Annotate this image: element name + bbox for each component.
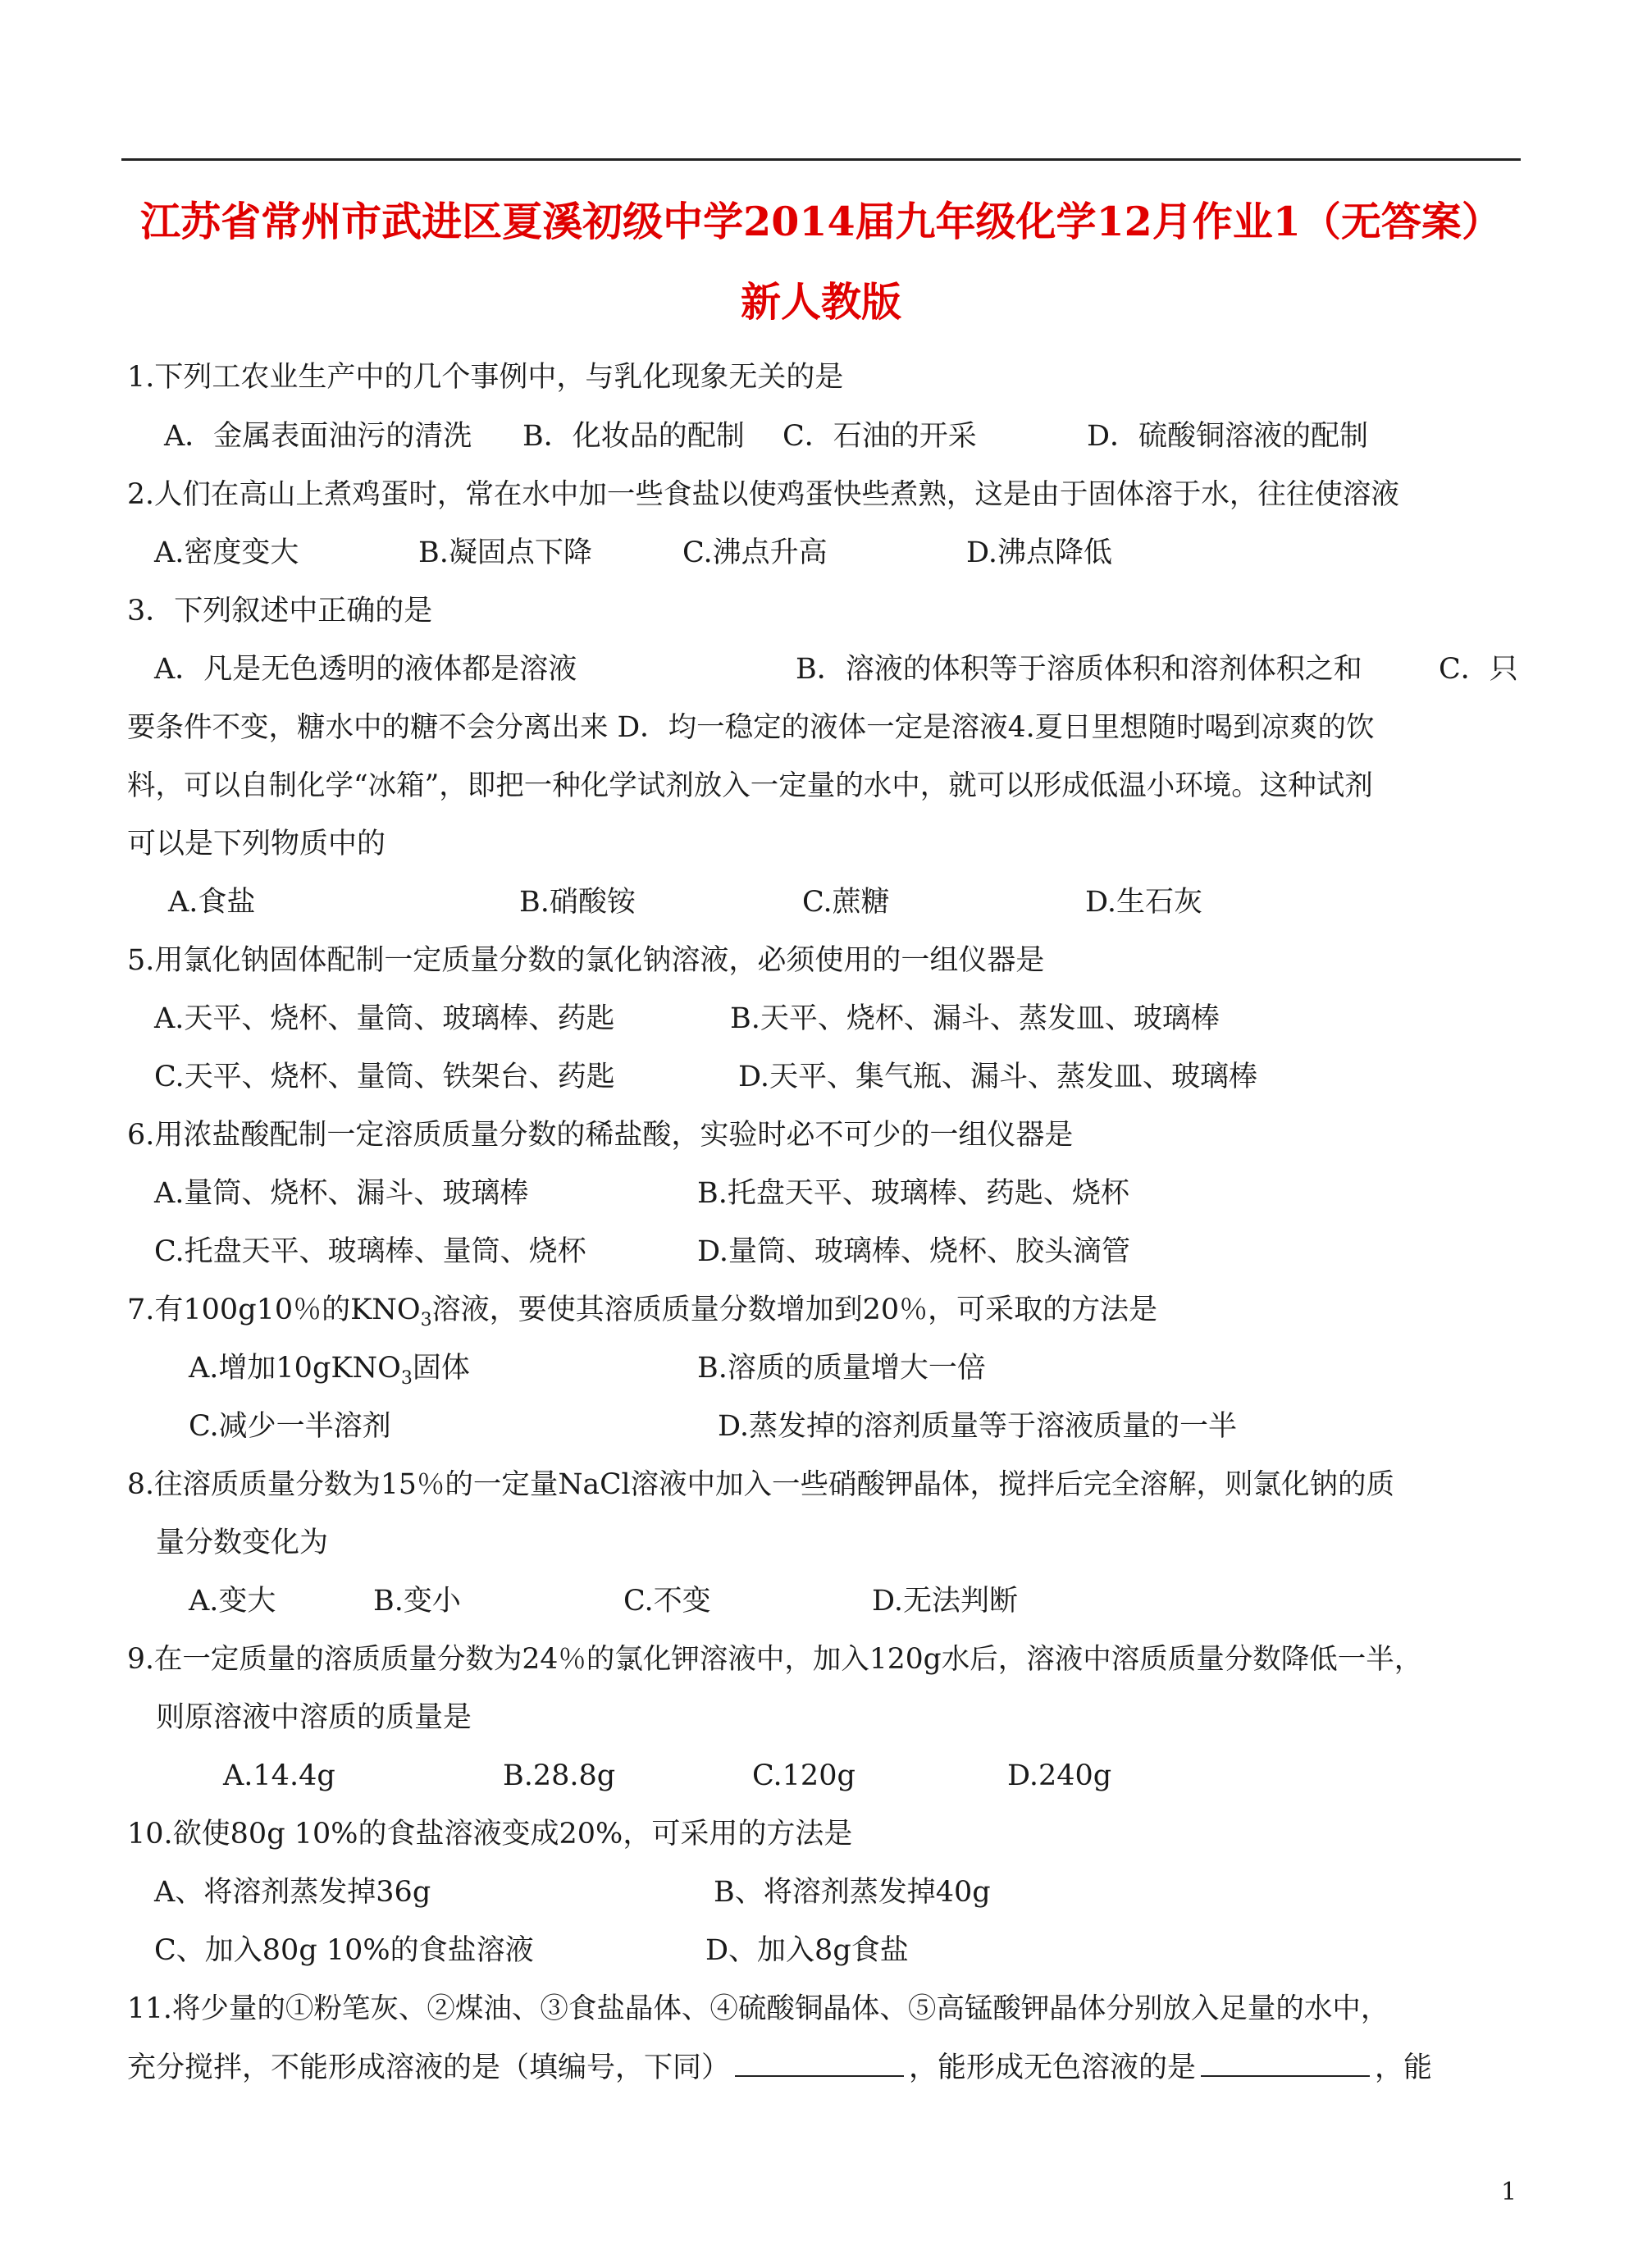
question-5-option-a: A.天平、烧杯、量筒、玻璃棒、药匙	[154, 1002, 615, 1035]
question-9-stem-cont: 则原溶液中溶质的质量是	[156, 1701, 472, 1734]
question-1-option-b: B．化妆品的配制	[522, 420, 745, 453]
document-title: 江苏省常州市武进区夏溪初级中学2014届九年级化学12月作业1（无答案）	[140, 198, 1502, 245]
question-4-option-d: D.生石灰	[1085, 886, 1202, 919]
question-11-stem: 11.将少量的①粉笔灰、②煤油、③食盐晶体、④硫酸铜晶体、⑤高锰酸钾晶体分别放入足量的水中，	[127, 1992, 1389, 2025]
header-rule	[121, 158, 1521, 161]
question-8-option-b: B.变小	[373, 1585, 461, 1618]
question-6-option-b: B.托盘天平、玻璃棒、药匙、烧杯	[697, 1177, 1129, 1210]
question-3-option-a: A．凡是无色透明的液体都是溶液	[154, 653, 577, 686]
question-9-option-b: B.28.8g	[503, 1759, 616, 1792]
question-10-stem: 10.欲使80g 10%的食盐溶液变成20%，可采用的方法是	[127, 1818, 853, 1850]
question-3-stem: 3．下列叙述中正确的是	[127, 595, 433, 627]
question-4-option-c: C.蔗糖	[802, 886, 890, 919]
question-1-option-c: C．石油的开采	[782, 420, 977, 453]
page-number: 1	[1501, 2178, 1517, 2206]
answer-blank-1[interactable]	[735, 2051, 904, 2077]
question-10-option-d: D、加入8g食盐	[705, 1934, 909, 1967]
question-6-stem: 6.用浓盐酸配制一定溶质质量分数的稀盐酸，实验时必不可少的一组仪器是	[127, 1119, 1074, 1152]
question-2-option-a: A.密度变大	[154, 536, 299, 569]
question-7-option-d: D.蒸发掉的溶剂质量等于溶液质量的一半	[718, 1410, 1237, 1443]
question-9-option-c: C.120g	[752, 1759, 856, 1792]
question-2-stem: 2.人们在高山上煮鸡蛋时，常在水中加一些食盐以使鸡蛋快些煮熟，这是由于固体溶于水，往往使溶液	[127, 478, 1399, 511]
question-8-option-d: D.无法判断	[872, 1585, 1018, 1618]
question-6-option-d: D.量筒、玻璃棒、烧杯、胶头滴管	[697, 1235, 1130, 1268]
question-1-option-d: D．硫酸铜溶液的配制	[1087, 420, 1369, 453]
question-10-option-a: A、将溶剂蒸发掉36g	[154, 1876, 431, 1909]
question-3-option-b: B．溶液的体积等于溶质体积和溶剂体积之和	[796, 653, 1362, 686]
answer-blank-2[interactable]	[1201, 2051, 1370, 2077]
question-4-stem: 料，可以自制化学“冰箱”，即把一种化学试剂放入一定量的水中，就可以形成低温小环境。这种试剂	[127, 769, 1373, 802]
question-10-option-c: C、加入80g 10%的食盐溶液	[154, 1934, 534, 1967]
question-6-option-a: A.量筒、烧杯、漏斗、玻璃棒	[154, 1177, 529, 1210]
question-7-option-a: A.增加10gKNO$_3$固体	[189, 1352, 470, 1389]
question-5-stem: 5.用氯化钠固体配制一定质量分数的氯化钠溶液，必须使用的一组仪器是	[127, 944, 1045, 977]
question-1-option-a: A．金属表面油污的清洗	[164, 420, 472, 453]
question-8-stem: 8.往溶质质量分数为15％的一定量NaCl溶液中加入一些硝酸钾晶体，搅拌后完全溶解，则氯化钠的质	[127, 1468, 1394, 1501]
question-4-stem-end: 可以是下列物质中的	[127, 828, 386, 860]
question-11-stem-cont: 充分搅拌，不能形成溶液的是（填编号，下同） ，能形成无色溶液的是 ，能	[127, 2051, 1433, 2084]
question-7-option-b: B.溶质的质量增大一倍	[697, 1352, 986, 1385]
question-4-option-a: A.食盐	[168, 886, 256, 919]
question-9-stem: 9.在一定质量的溶质质量分数为24％的氯化钾溶液中，加入120g水后，溶液中溶质质量分数降低一半，	[127, 1643, 1423, 1676]
question-2-option-b: B.凝固点下降	[418, 536, 592, 569]
question-8-option-c: C.不变	[623, 1585, 711, 1618]
question-3-line-3: 要条件不变，糖水中的糖不会分离出来 D．均一稳定的液体一定是溶液4.夏日里想随时喝到凉爽的饮	[127, 711, 1375, 744]
question-1-stem: 1.下列工农业生产中的几个事例中，与乳化现象无关的是	[127, 361, 844, 394]
question-7-stem: 7.有100g10％的$KNO_3$溶液，要使其溶质质量分数增加到20％，可采取的方法是	[127, 1294, 1158, 1330]
question-7-option-c: C.减少一半溶剂	[189, 1410, 391, 1443]
question-2-option-d: D.沸点降低	[966, 536, 1112, 569]
question-8-option-a: A.变大	[189, 1585, 276, 1618]
question-5-option-c: C.天平、烧杯、量筒、铁架台、药匙	[154, 1061, 615, 1093]
question-2-option-c: C.沸点升高	[682, 536, 828, 569]
question-6-option-c: C.托盘天平、玻璃棒、量筒、烧杯	[154, 1235, 586, 1268]
document-subtitle: 新人教版	[740, 278, 901, 326]
question-3-option-c-start: C．只	[1439, 653, 1518, 686]
question-5-option-d: D.天平、集气瓶、漏斗、蒸发皿、玻璃棒	[738, 1061, 1257, 1093]
question-9-option-d: D.240g	[1007, 1759, 1112, 1792]
question-9-option-a: A.14.4g	[223, 1759, 335, 1792]
question-8-stem-cont: 量分数变化为	[156, 1526, 329, 1559]
question-10-option-b: B、将溶剂蒸发掉40g	[714, 1876, 991, 1909]
question-4-option-b: B.硝酸铵	[519, 886, 636, 919]
question-5-option-b: B.天平、烧杯、漏斗、蒸发皿、玻璃棒	[730, 1002, 1220, 1035]
